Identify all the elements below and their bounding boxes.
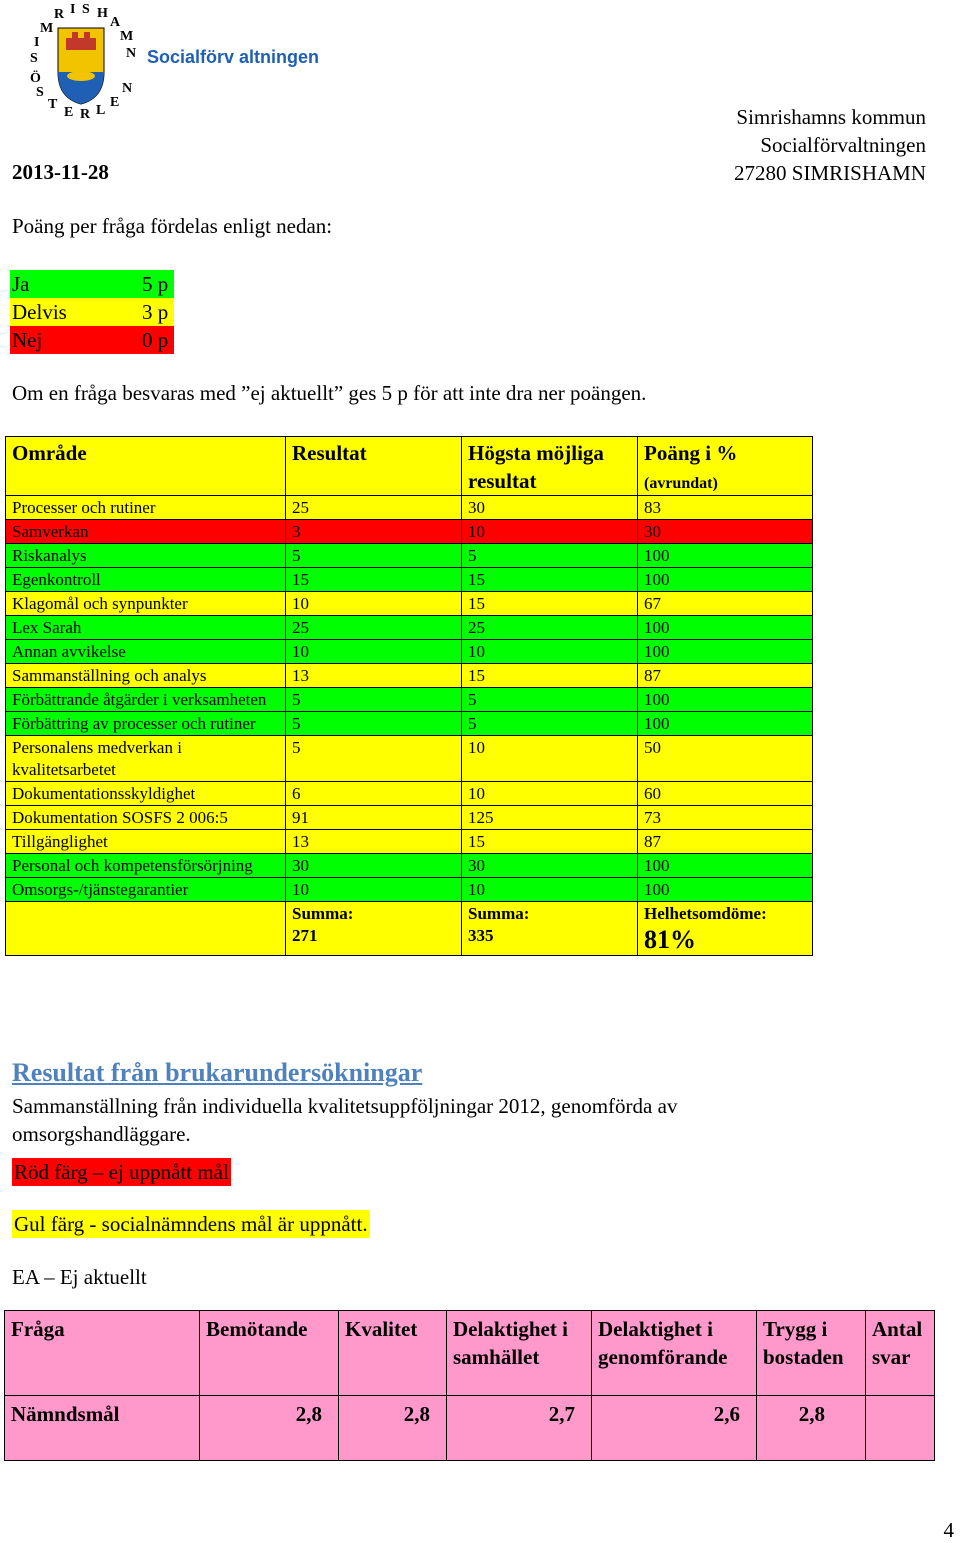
survey-header-cell: Fråga bbox=[5, 1311, 200, 1396]
results-cell-max: 30 bbox=[462, 854, 638, 878]
results-cell-result: 5 bbox=[286, 736, 462, 782]
results-row bbox=[6, 878, 813, 902]
survey-header-cell: Kvalitet bbox=[339, 1311, 447, 1396]
yellow-note: Gul färg - socialnämndens mål är uppnått. bbox=[14, 1212, 368, 1236]
results-cell-result: 5 bbox=[286, 688, 462, 712]
results-cell-area: Lex Sarah bbox=[6, 616, 286, 640]
results-cell-area: Egenkontroll bbox=[6, 568, 286, 592]
scoring-note: Om en fråga besvaras med ”ej aktuellt” ges 5 p för att inte dra ner poängen. bbox=[12, 381, 647, 405]
survey-header-cell: Trygg i bostaden bbox=[757, 1311, 866, 1396]
svg-text:E: E bbox=[110, 95, 120, 110]
results-row bbox=[6, 830, 813, 854]
results-cell-max: 5 bbox=[462, 712, 638, 736]
results-cell-area: Omsorgs-/tjänstegarantier bbox=[6, 878, 286, 902]
legend-points: 0 p bbox=[142, 328, 169, 352]
results-cell-percent: 87 bbox=[638, 830, 813, 854]
survey-value: 2,8 bbox=[757, 1396, 866, 1461]
header-percent bbox=[638, 437, 813, 496]
address-block bbox=[734, 103, 926, 187]
survey-table bbox=[4, 1310, 935, 1461]
results-row bbox=[6, 568, 813, 592]
results-cell-max: 10 bbox=[462, 878, 638, 902]
svg-text:A: A bbox=[110, 15, 121, 30]
results-row bbox=[6, 520, 813, 544]
header-result: Resultat bbox=[286, 437, 462, 496]
svg-text:M: M bbox=[120, 29, 134, 44]
summary-overall-value: 81% bbox=[644, 925, 696, 954]
results-row bbox=[6, 688, 813, 712]
results-row bbox=[6, 782, 813, 806]
results-cell-area: Förbättrande åtgärder i verksamheten bbox=[6, 688, 286, 712]
results-cell-max: 25 bbox=[462, 616, 638, 640]
results-cell-result: 13 bbox=[286, 830, 462, 854]
results-cell-percent: 50 bbox=[638, 736, 813, 782]
address-line: Socialförvaltningen bbox=[760, 133, 926, 157]
results-cell-max: 5 bbox=[462, 544, 638, 568]
results-cell-percent: 100 bbox=[638, 878, 813, 902]
svg-text:E: E bbox=[64, 105, 74, 120]
svg-text:R: R bbox=[54, 7, 65, 22]
results-cell-result: 5 bbox=[286, 712, 462, 736]
results-cell-percent: 73 bbox=[638, 806, 813, 830]
legend-label: Ja bbox=[12, 272, 30, 296]
results-cell-area: Processer och rutiner bbox=[6, 496, 286, 520]
results-cell-percent: 100 bbox=[638, 854, 813, 878]
survey-data-row bbox=[5, 1396, 935, 1461]
results-cell-max: 10 bbox=[462, 640, 638, 664]
red-note: Röd färg – ej uppnått mål bbox=[14, 1160, 229, 1184]
summary-overall-label: Helhetsomdöme: bbox=[644, 904, 767, 923]
legend-label: Nej bbox=[12, 328, 43, 352]
results-cell-result: 3 bbox=[286, 520, 462, 544]
results-cell-area: Förbättring av processer och rutiner bbox=[6, 712, 286, 736]
svg-text:S: S bbox=[82, 2, 90, 17]
results-cell-max: 15 bbox=[462, 830, 638, 854]
header-max: Högsta möjliga resultat bbox=[462, 437, 638, 496]
results-row bbox=[6, 736, 813, 782]
results-cell-max: 125 bbox=[462, 806, 638, 830]
scoring-intro: Poäng per fråga fördelas enligt nedan: bbox=[12, 214, 333, 238]
legend-points: 3 p bbox=[142, 300, 169, 324]
svg-text:L: L bbox=[96, 103, 106, 118]
department-header: Socialförv altningen bbox=[147, 47, 320, 67]
survey-header-cell: Bemötande bbox=[200, 1311, 339, 1396]
results-cell-percent: 100 bbox=[638, 688, 813, 712]
svg-text:I: I bbox=[34, 35, 40, 50]
survey-header-row bbox=[5, 1311, 935, 1396]
page-number: 4 bbox=[943, 1518, 954, 1542]
results-cell-max: 15 bbox=[462, 592, 638, 616]
results-cell-percent: 100 bbox=[638, 616, 813, 640]
survey-value bbox=[866, 1396, 935, 1461]
header-percent-label: Poäng i % bbox=[644, 441, 738, 465]
results-cell-max: 10 bbox=[462, 782, 638, 806]
survey-header-cell: Antal svar bbox=[866, 1311, 935, 1396]
summary-max-label: Summa: bbox=[468, 904, 530, 923]
results-cell-result: 5 bbox=[286, 544, 462, 568]
results-cell-max: 30 bbox=[462, 496, 638, 520]
results-cell-max: 5 bbox=[462, 688, 638, 712]
summary-empty bbox=[6, 902, 286, 956]
survey-title: Resultat från brukarundersökningar bbox=[12, 1058, 423, 1087]
results-cell-percent: 60 bbox=[638, 782, 813, 806]
results-cell-percent: 87 bbox=[638, 664, 813, 688]
results-row bbox=[6, 544, 813, 568]
results-header-row bbox=[6, 437, 813, 496]
results-cell-percent: 30 bbox=[638, 520, 813, 544]
legend-row-ja bbox=[10, 270, 174, 298]
address-line: 27280 SIMRISHAMN bbox=[734, 161, 926, 185]
legend-points: 5 p bbox=[142, 272, 169, 296]
results-cell-result: 10 bbox=[286, 878, 462, 902]
survey-value: 2,6 bbox=[592, 1396, 757, 1461]
summary-result-value: 271 bbox=[292, 926, 318, 945]
survey-value: 2,8 bbox=[200, 1396, 339, 1461]
results-cell-area: Personalens medverkan i kvalitetsarbetet bbox=[6, 736, 286, 782]
results-cell-max: 15 bbox=[462, 568, 638, 592]
results-cell-max: 10 bbox=[462, 736, 638, 782]
results-cell-result: 10 bbox=[286, 640, 462, 664]
results-row bbox=[6, 496, 813, 520]
results-cell-result: 10 bbox=[286, 592, 462, 616]
survey-header-cell: Delaktighet i genomförande bbox=[592, 1311, 757, 1396]
results-cell-result: 25 bbox=[286, 496, 462, 520]
svg-text:N: N bbox=[122, 81, 133, 96]
document-date: 2013-11-28 bbox=[12, 160, 109, 184]
header-percent-sub: (avrundat) bbox=[644, 475, 718, 492]
results-cell-result: 30 bbox=[286, 854, 462, 878]
results-cell-result: 91 bbox=[286, 806, 462, 830]
results-cell-result: 15 bbox=[286, 568, 462, 592]
summary-result bbox=[286, 902, 462, 956]
results-cell-area: Personal och kompetensförsörjning bbox=[6, 854, 286, 878]
svg-text:S: S bbox=[36, 85, 44, 100]
results-row bbox=[6, 640, 813, 664]
results-row bbox=[6, 616, 813, 640]
results-row bbox=[6, 592, 813, 616]
summary-result-label: Summa: bbox=[292, 904, 354, 923]
svg-text:S: S bbox=[30, 51, 38, 66]
results-cell-percent: 83 bbox=[638, 496, 813, 520]
svg-text:H: H bbox=[97, 6, 108, 21]
results-cell-area: Annan avvikelse bbox=[6, 640, 286, 664]
results-row bbox=[6, 712, 813, 736]
svg-text:Ö: Ö bbox=[30, 71, 41, 86]
results-cell-area: Sammanställning och analys bbox=[6, 664, 286, 688]
svg-text:I: I bbox=[70, 2, 76, 17]
results-cell-percent: 100 bbox=[638, 544, 813, 568]
summary-max-value: 335 bbox=[468, 926, 494, 945]
results-cell-max: 15 bbox=[462, 664, 638, 688]
results-cell-area: Dokumentationsskyldighet bbox=[6, 782, 286, 806]
results-cell-area: Dokumentation SOSFS 2 006:5 bbox=[6, 806, 286, 830]
results-cell-percent: 100 bbox=[638, 712, 813, 736]
results-cell-area: Klagomål och synpunkter bbox=[6, 592, 286, 616]
results-cell-percent: 100 bbox=[638, 640, 813, 664]
address-line: Simrishamns kommun bbox=[736, 105, 926, 129]
survey-value: 2,8 bbox=[339, 1396, 447, 1461]
results-table bbox=[5, 436, 813, 956]
results-cell-percent: 67 bbox=[638, 592, 813, 616]
legend-label: Delvis bbox=[12, 300, 67, 324]
summary-overall bbox=[638, 902, 813, 956]
results-cell-area: Riskanalys bbox=[6, 544, 286, 568]
survey-value: 2,7 bbox=[447, 1396, 592, 1461]
survey-header-cell: Delaktighet i samhället bbox=[447, 1311, 592, 1396]
header-area: Område bbox=[6, 437, 286, 496]
results-row bbox=[6, 854, 813, 878]
survey-intro: Sammanställning från individuella kvalitetsuppföljningar 2012, genomförda av omsorgshandläggare. bbox=[12, 1094, 678, 1146]
scoring-legend bbox=[10, 270, 174, 354]
results-cell-result: 13 bbox=[286, 664, 462, 688]
municipality-logo bbox=[22, 2, 140, 120]
results-summary-row bbox=[6, 902, 813, 956]
results-cell-result: 25 bbox=[286, 616, 462, 640]
results-cell-max: 10 bbox=[462, 520, 638, 544]
legend-row-delvis bbox=[10, 298, 174, 326]
svg-text:N: N bbox=[126, 46, 137, 61]
results-cell-area: Tillgänglighet bbox=[6, 830, 286, 854]
ea-note: EA – Ej aktuellt bbox=[12, 1265, 147, 1289]
svg-text:M: M bbox=[40, 21, 54, 36]
results-row bbox=[6, 664, 813, 688]
results-cell-percent: 100 bbox=[638, 568, 813, 592]
svg-text:T: T bbox=[48, 97, 58, 112]
survey-row-label: Nämndsmål bbox=[5, 1396, 200, 1461]
results-row bbox=[6, 806, 813, 830]
summary-max bbox=[462, 902, 638, 956]
svg-text:R: R bbox=[80, 107, 91, 120]
results-cell-area: Samverkan bbox=[6, 520, 286, 544]
legend-row-nej bbox=[10, 326, 174, 354]
results-cell-result: 6 bbox=[286, 782, 462, 806]
